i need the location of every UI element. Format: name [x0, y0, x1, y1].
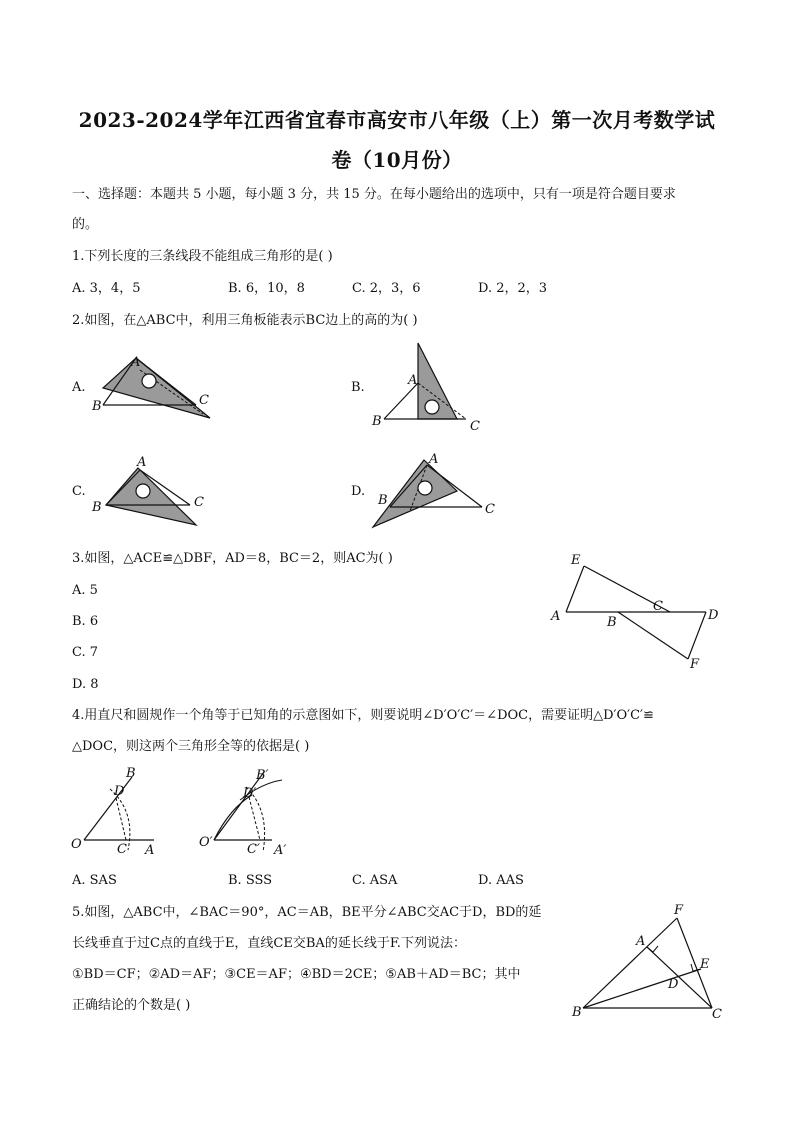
q2b-label-c: C	[470, 419, 480, 434]
question-3-option-a: A. 5	[72, 583, 98, 598]
question-2-option-d-label: D.	[351, 484, 366, 499]
q2d-label-b: B	[378, 493, 388, 508]
q3-label-c: C	[653, 599, 663, 614]
question-1-option-b: B. 6，10，8	[228, 281, 305, 296]
q4-left-label-a: A	[145, 843, 155, 858]
q4-left-label-c: C	[117, 842, 127, 857]
q5-label-c: C	[712, 1007, 722, 1022]
question-5-stem-line-4: 正确结论的个数是( )	[72, 998, 191, 1013]
question-1-stem: 1.下列长度的三条线段不能组成三角形的是( )	[72, 249, 333, 264]
question-3-option-b: B. 6	[72, 614, 99, 629]
question-4-option-c: C. ASA	[352, 873, 398, 888]
q3-label-d: D	[708, 608, 719, 623]
q4-right-label-a: A′	[274, 843, 287, 858]
q4-right-label-c: C′	[247, 842, 260, 857]
q5-label-d: D	[668, 977, 679, 992]
q2c-label-c: C	[194, 495, 204, 510]
question-4-stem-line-1: 4.用直尺和圆规作一个角等于已知角的示意图如下，则要说明∠D′O′C′＝∠DOC，需要证明△D′O′C′≌	[72, 708, 654, 723]
q4-left-label-b: B	[126, 766, 136, 781]
q5-label-f: F	[674, 903, 684, 918]
question-3-option-d: D. 8	[72, 677, 99, 692]
q2a-label-a: A	[131, 355, 141, 370]
q4-left-label-d: D	[114, 784, 125, 799]
q2c-label-b: B	[92, 500, 102, 515]
q5-label-e: E	[700, 957, 710, 972]
question-1-option-a: A. 3，4，5	[72, 281, 141, 296]
question-2-option-c-label: C.	[72, 484, 86, 499]
question-4-option-b: B. SSS	[228, 873, 273, 888]
q2b-label-a: A	[408, 373, 418, 388]
q2b-label-b: B	[372, 414, 382, 429]
question-5-stem-line-1: 5.如图，△ABC中，∠BAC＝90°，AC＝AB，BE平分∠ABC交AC于D，BD的延	[72, 905, 542, 920]
question-2-option-b-label: B.	[351, 380, 365, 395]
q2a-label-c: C	[199, 393, 209, 408]
question-4-option-a: A. SAS	[72, 873, 117, 888]
q5-label-a: A	[636, 934, 646, 949]
exam-title-line-1: 2023-2024学年江西省宜春市高安市八年级（上）第一次月考数学试	[78, 108, 716, 132]
q5-label-b: B	[572, 1005, 582, 1020]
question-1-option-c: C. 2，3，6	[352, 281, 421, 296]
question-4-option-d: D. AAS	[478, 873, 524, 888]
question-3-option-c: C. 7	[72, 645, 99, 660]
q2d-label-a: A	[429, 452, 439, 467]
q2a-label-b: B	[92, 399, 102, 414]
question-2-option-a-label: A.	[72, 380, 86, 395]
q4-right-label-o: O′	[199, 835, 213, 850]
section-instructions-line-1: 一、选择题：本题共 5 小题，每小题 3 分，共 15 分。在每小题给出的选项中，只有一项是符合题目要求	[72, 187, 676, 202]
q3-label-a: A	[551, 609, 561, 624]
q4-left-label-o: O	[71, 837, 82, 852]
q3-label-f: F	[690, 657, 700, 672]
question-2-stem: 2.如图，在△ABC中，利用三角板能表示BC边上的高的为( )	[72, 313, 418, 328]
q2c-label-a: A	[137, 455, 147, 470]
q4-right-label-b: B′	[256, 768, 269, 783]
question-5-stem-line-3: ①BD＝CF；②AD＝AF；③CE＝AF；④BD＝2CE；⑤AB＋AD＝BC；其中	[72, 967, 521, 982]
q2d-label-c: C	[485, 502, 495, 517]
question-1-option-d: D. 2，2，3	[478, 281, 548, 296]
question-4-stem-line-2: △DOC，则这两个三角形全等的依据是( )	[72, 739, 310, 754]
q4-right-label-d: D′	[243, 786, 257, 801]
question-3-stem: 3.如图，△ACE≌△DBF，AD＝8，BC＝2，则AC为( )	[72, 551, 393, 566]
question-5-stem-line-2: 长线垂直于过C点的直线于E，直线CE交BA的延长线于F.下列说法：	[72, 936, 466, 951]
exam-title-line-2: 卷（10月份）	[331, 148, 463, 172]
section-instructions-line-2: 的。	[72, 217, 99, 232]
q3-label-e: E	[571, 553, 581, 568]
q3-label-b: B	[607, 615, 617, 630]
